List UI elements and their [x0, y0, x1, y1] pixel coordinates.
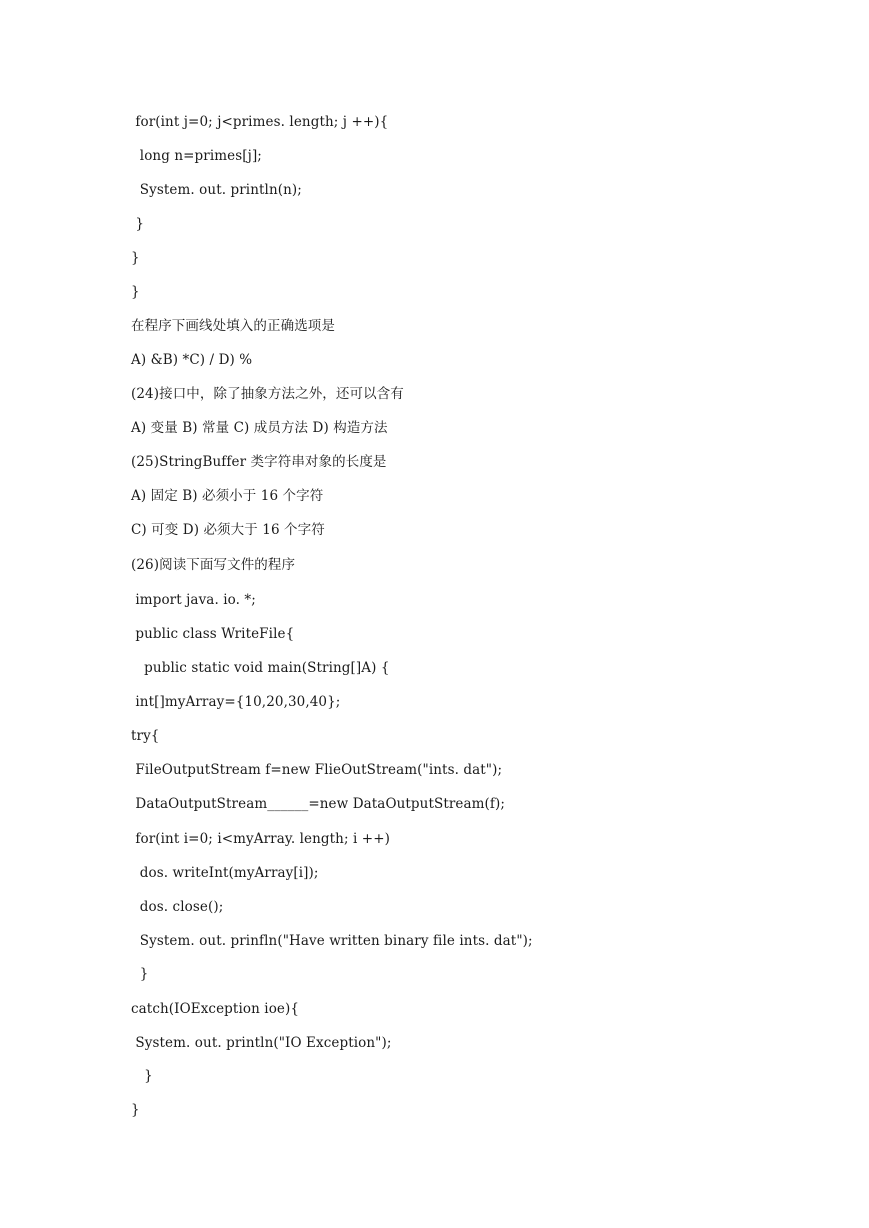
code-line: }	[131, 284, 140, 300]
question-text: (24)接口中，除了抽象方法之外，还可以含有	[131, 386, 404, 402]
code-line: for(int i=0; i<myArray. length; i ++)	[131, 831, 391, 847]
code-line: DataOutputStream______=new DataOutputStream(f);	[131, 796, 506, 812]
code-line: import java. io. *;	[131, 592, 256, 608]
answer-options: A) &B) *C) / D) %	[131, 352, 253, 368]
code-line: FileOutputStream f=new FlieOutStream("ints. dat");	[131, 762, 503, 778]
code-line: System. out. println("IO Exception");	[131, 1035, 392, 1051]
question-text: (25)StringBuffer 类字符串对象的长度是	[131, 454, 387, 470]
code-line: long n=primes[j];	[131, 148, 262, 164]
code-line: dos. close();	[131, 899, 224, 915]
code-line: System. out. println(n);	[131, 182, 302, 198]
code-line: dos. writeInt(myArray[i]);	[131, 865, 319, 881]
code-line: public class WriteFile{	[131, 626, 295, 642]
code-line: catch(IOException ioe){	[131, 1001, 300, 1017]
code-line: public static void main(String[]A) {	[131, 660, 390, 676]
code-line: }	[131, 250, 140, 266]
code-line: try{	[131, 728, 160, 744]
code-line: for(int j=0; j<primes. length; j ++){	[131, 114, 389, 130]
code-line: System. out. prinfln("Have written binary file ints. dat");	[131, 933, 533, 949]
code-line: }	[131, 1102, 140, 1118]
answer-options: C) 可变 D) 必须大于 16 个字符	[131, 522, 325, 538]
code-line: }	[131, 966, 149, 982]
question-text: (26)阅读下面写文件的程序	[131, 557, 296, 573]
code-line: int[]myArray={10,20,30,40};	[131, 694, 341, 710]
question-text: 在程序下画线处填入的正确选项是	[131, 318, 335, 334]
code-line: }	[131, 1068, 153, 1084]
code-line: }	[131, 216, 145, 232]
answer-options: A) 固定 B) 必须小于 16 个字符	[131, 488, 324, 504]
answer-options: A) 变量 B) 常量 C) 成员方法 D) 构造方法	[131, 420, 388, 436]
